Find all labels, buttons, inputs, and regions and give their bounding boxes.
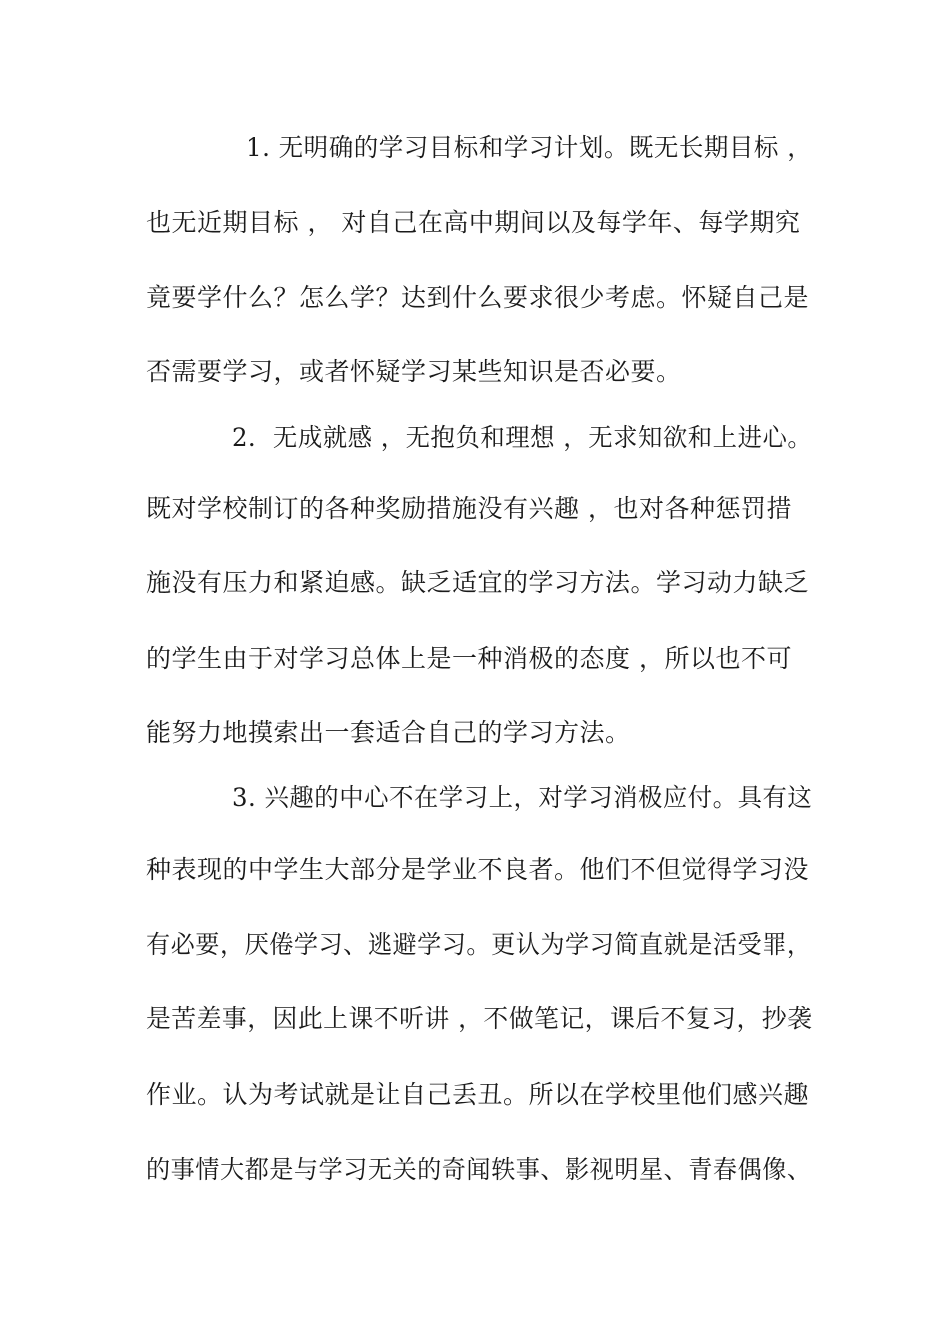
text-line: 种表现的中学生大部分是学业不良者。他们不但觉得学习没 [146,855,810,884]
text-line: 能努力地摸索出一套适合自己的学习方法。 [146,718,631,747]
text-line: 有必要，厌倦学习、逃避学习。更认为学习简直就是活受罪， [146,930,812,959]
text-line: 竟要学什么？怎么学？达到什么要求很少考虑。怀疑自己是 [146,283,810,312]
text-line: 既对学校制订的各种奖励措施没有兴趣 ，也对各种惩罚措 [146,494,792,523]
text-line: 的学生由于对学习总体上是一种消极的态度 ，所以也不可 [146,644,792,673]
text-line: 施没有压力和紧迫感。缺乏适宜的学习方法。学习动力缺乏 [146,568,810,597]
text-line: 作业。认为考试就是让自己丢丑。所以在学校里他们感兴趣 [146,1080,810,1109]
text-line: 1. 无明确的学习目标和学习计划。既无长期目标 ， [246,133,813,162]
text-line: 3. 兴趣的中心不在学习上，对学习消极应付。具有这 [232,783,813,812]
text-line: 否需要学习，或者怀疑学习某些知识是否必要。 [146,357,682,386]
text-line: 也无近期目标 ， 对自己在高中期间以及每学年、每学期究 [146,208,801,237]
text-line: 是苦差事，因此上课不听讲 ，不做笔记，课后不复习，抄袭 [146,1004,813,1033]
text-line: 2．无成就感 ，无抱负和理想 ，无求知欲和上进心。 [232,423,813,452]
text-line: 的事情大都是与学习无关的奇闻轶事、影视明星、青春偶像、 [146,1155,812,1184]
